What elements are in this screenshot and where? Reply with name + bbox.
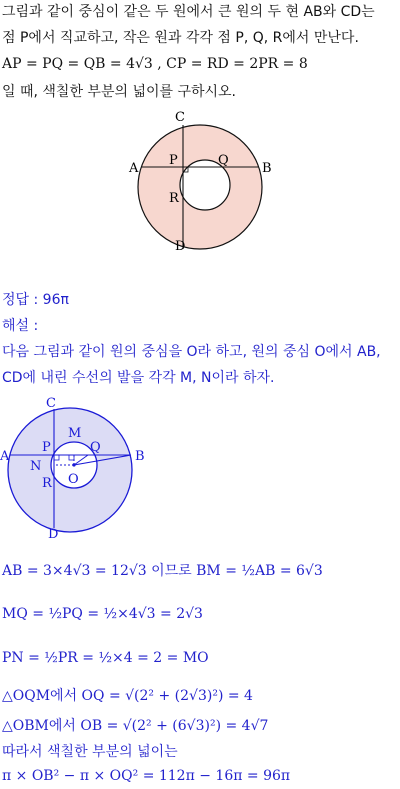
label-r-2: R [42,476,52,491]
label-c-2: C [46,396,56,411]
solution-heading: 해설 : [2,318,39,334]
problem-line-3: AP = PQ = QB = 4√3 , CP = RD = 2PR = 8 [2,56,308,72]
problem-line-2: 점 P에서 직교하고, 작은 원과 각각 점 P, Q, R에서 만난다. [2,30,359,46]
equation-4: △OQM에서 OQ = √(2² + (2√3)²) = 4 [2,688,253,704]
problem-line-1: 그림과 같이 중심이 같은 두 원에서 큰 원의 두 현 AB와 CD는 [2,4,375,20]
label-p: P [169,153,178,168]
equation-1: AB = 3×4√3 = 12√3 이므로 BM = ½AB = 6√3 [2,563,323,579]
label-b: B [262,161,272,176]
label-d-2: D [48,527,59,542]
equation-6: 따라서 색칠한 부분의 넓이는 [2,744,178,760]
figure-1 [0,105,400,265]
answer: 정답 : 96π [2,292,69,308]
label-b-2: B [135,449,145,464]
label-p-2: P [42,440,51,455]
label-c: C [175,110,185,125]
equation-2: MQ = ½PQ = ½×4√3 = 2√3 [2,606,203,622]
label-r: R [169,191,179,206]
problem-line-4: 일 때, 색칠한 부분의 넓이를 구하시오. [2,84,237,100]
label-q-2: Q [90,440,101,455]
label-m-2: M [68,426,82,441]
label-d: D [175,239,186,254]
label-a: A [129,161,139,176]
label-q: Q [218,153,229,168]
center-o-dot [72,463,75,466]
label-a-2: A [0,449,10,464]
solution-para-2: CD에 내린 수선의 발을 각각 M, N이라 하자. [2,370,275,386]
label-n-2: N [30,459,42,474]
figure-2 [0,395,400,545]
equation-7: π × OB² − π × OQ² = 112π − 16π = 96π [2,768,291,784]
equation-5: △OBM에서 OB = √(2² + (6√3)²) = 4√7 [2,718,269,734]
equation-3: PN = ½PR = ½×4 = 2 = MO [2,650,209,666]
label-o-2: O [68,472,79,487]
solution-para-1: 다음 그림과 같이 원의 중심을 O라 하고, 원의 중심 O에서 AB, [2,344,381,360]
